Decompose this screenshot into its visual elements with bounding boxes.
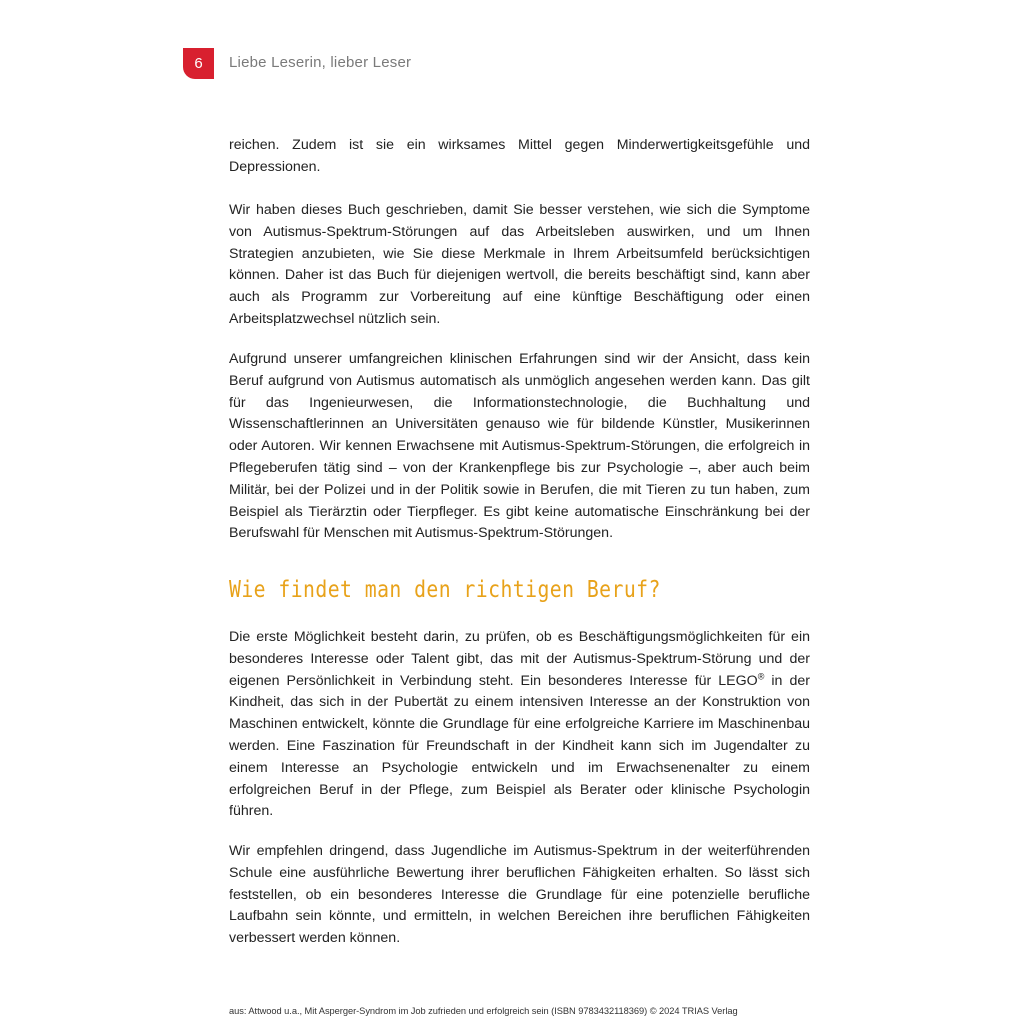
paragraph-5 bbox=[229, 627, 810, 823]
footer-citation: aus: Attwood u.a., Mit Asperger-Syndrom im Job zufrieden und erfolgreich sein (ISBN 9783432118369) © 2024 TRIAS Verlag bbox=[229, 1006, 738, 1016]
section-heading: Wie findet man den richtigen Beruf? bbox=[229, 577, 661, 603]
running-title: Liebe Leserin, lieber Leser bbox=[229, 54, 412, 71]
paragraph-2 bbox=[229, 200, 810, 331]
paragraph-text-part: in der Kindheit, das sich in der Pubertät zu einem intensiven Interesse an der Konstruktion von Maschinen entwickelt, könnte die Grundlage für eine erfolgreiche Karriere im Maschinenbau werden. Eine Faszination für Freundschaft in der Kindheit kann sich im Jugendalter zu einem Interesse an Psychologie entwickeln und im Erwachsenenalter zu einem erfolgreichen Beruf in der Pflege, zum Beispiel als Berater oder klinische Psychologin führen. bbox=[229, 672, 810, 820]
paragraph-text: Wir empfehlen dringend, dass Jugendliche im Autismus-Spektrum in der weiterführenden Schule eine ausführliche Bewertung ihrer beruflichen Fähigkeiten erhalten. So lässt sich feststellen, ob ein besonderes Interesse die Grundlage für eine potenzielle berufliche Laufbahn sein könnte, und ermitteln, in welchen Bereichen ihre beruflichen Fähigkeiten verbessert werden können. bbox=[229, 843, 810, 947]
paragraph-text: reichen. Zudem ist sie ein wirksames Mittel gegen Minderwertigkeitsgefühle und Depressionen. bbox=[229, 137, 810, 175]
page-number: 6 bbox=[194, 55, 203, 72]
paragraph-text bbox=[229, 627, 810, 823]
paragraph-3 bbox=[229, 349, 810, 545]
registered-mark: ® bbox=[757, 670, 765, 681]
page-number-tab bbox=[183, 48, 214, 79]
paragraph-text-part: Die erste Möglichkeit besteht darin, zu prüfen, ob es Beschäftigungsmöglichkeiten für ein besonderes Interesse oder Talent gibt, das mit der Autismus-Spektrum-Störung und der eigenen Persönlichkeit in Verbindung steht. Ein besonderes Interesse für LEGO bbox=[229, 629, 810, 689]
paragraph-text: Aufgrund unserer umfangreichen klinischen Erfahrungen sind wir der Ansicht, dass kein Beruf aufgrund von Autismus automatisch als unmöglich angesehen werden kann. Das gilt für das Ingenieurwesen, die Informationstechnologie, die Buchhaltung und Wissenschaftlerinnen an Universitäten genauso wie für bildende Künstler, Musikerinnen oder Autoren. Wir kennen Erwachsene mit Autismus-Spektrum-Störungen, die erfolgreich in Pflegeberufen tätig sind – von der Krankenpflege bis zur Psychologie –, aber auch beim Militär, bei der Polizei und in der Politik sowie in Berufen, die mit Tieren zu tun haben, zum Beispiel als Tierärztin oder Tierpfleger. Es gibt keine automatische Einschränkung bei der Berufswahl für Menschen mit Autismus-Spektrum-Störungen. bbox=[229, 351, 810, 542]
paragraph-6 bbox=[229, 841, 810, 950]
paragraph-1 bbox=[229, 135, 810, 179]
paragraph-text: Wir haben dieses Buch geschrieben, damit Sie besser verstehen, wie sich die Symptome von Autismus-Spektrum-Störungen auf das Arbeitsleben auswirken, und um Ihnen Strategien anzubieten, wie Sie diese Merkmale in Ihrem Arbeitsumfeld berücksichtigen können. Daher ist das Buch für diejenigen wertvoll, die bereits beschäftigt sind, kann aber auch als Programm zur Vorbereitung auf eine künftige Beschäftigung oder einen Arbeitsplatzwechsel nützlich sein. bbox=[229, 202, 810, 327]
